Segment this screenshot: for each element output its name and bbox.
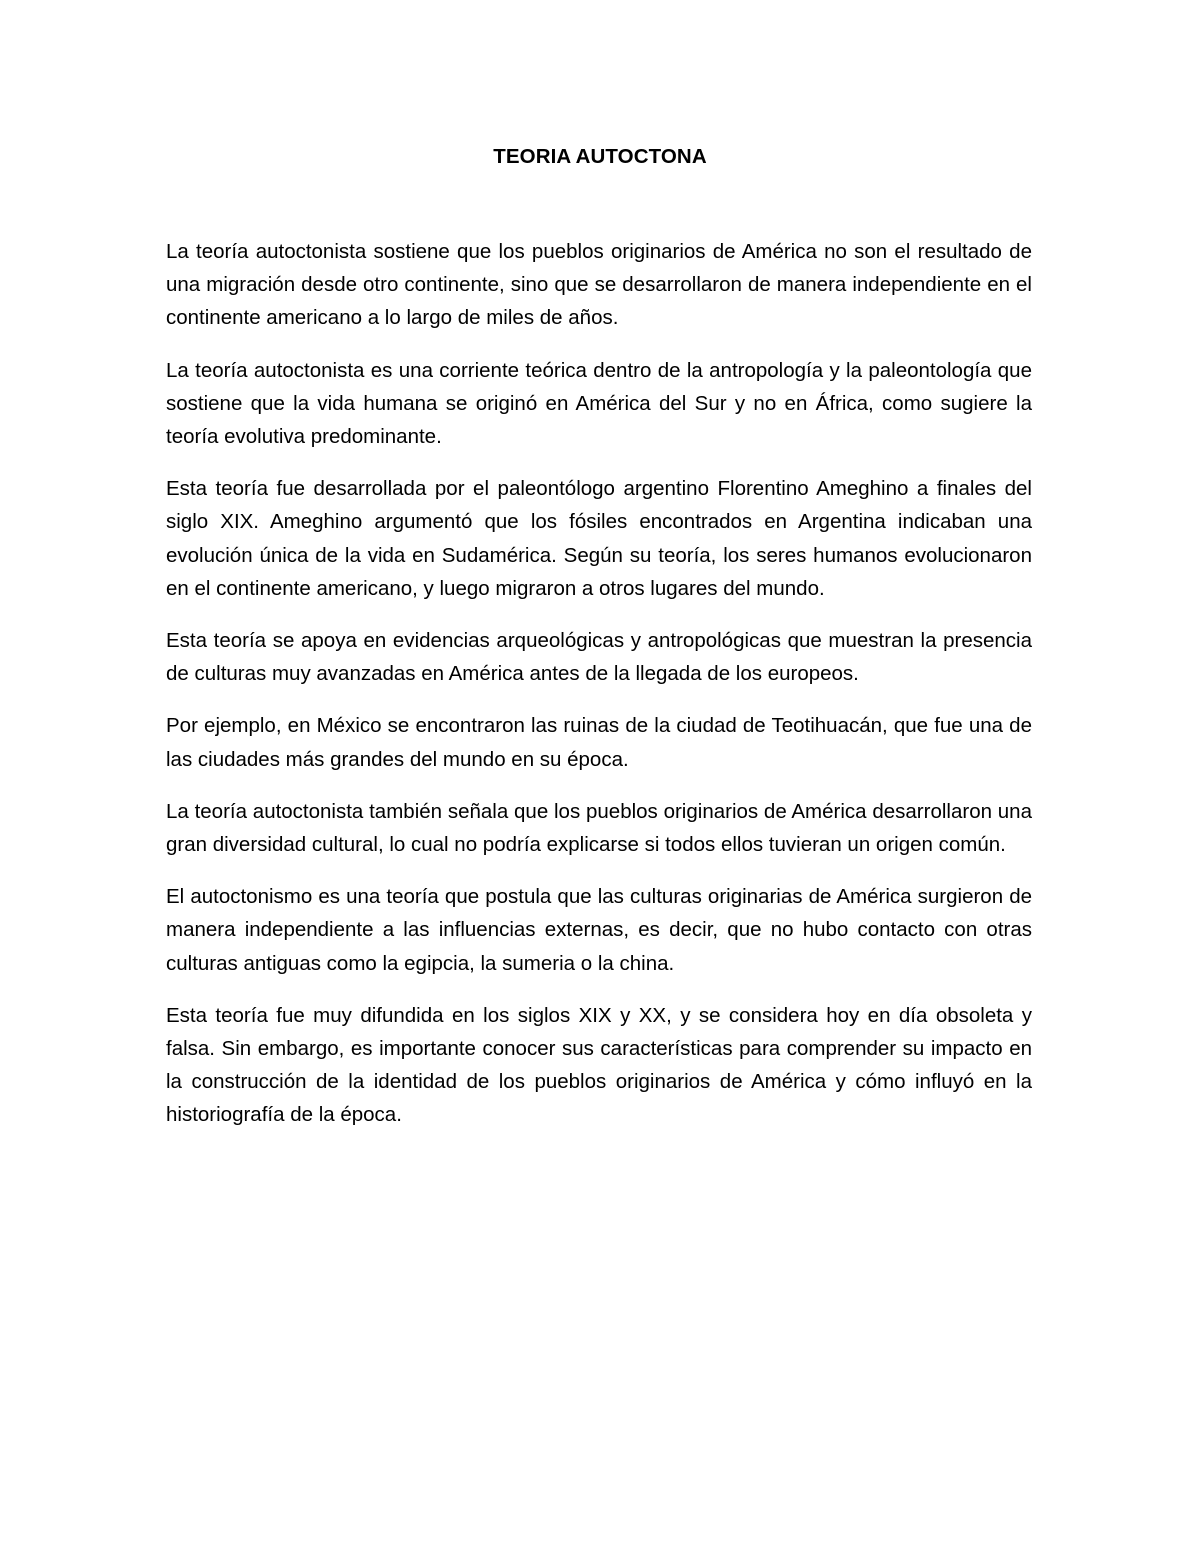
- paragraph-7: El autoctonismo es una teoría que postula que las culturas originarias de América surgieron de manera independiente a las influencias externas, es decir, que no hubo contacto con otras culturas antiguas como la egipcia, la sumeria o la china.: [166, 885, 1032, 975]
- paragraph-1: La teoría autoctonista sostiene que los pueblos originarios de América no son el resultado de una migración desde otro continente, sino que se desarrollaron de manera independiente en el continente americano a lo largo de miles de años.: [166, 240, 1032, 330]
- paragraph-4: Esta teoría se apoya en evidencias arqueológicas y antropológicas que muestran la presencia de culturas muy avanzadas en América antes de la llegada de los europeos.: [166, 629, 1032, 686]
- paragraph-3: Esta teoría fue desarrollada por el paleontólogo argentino Florentino Ameghino a finales del siglo XIX. Ameghino argumentó que los fósiles encontrados en Argentina indicaban una evolución única de la vida en Sudamérica. Según su teoría, los seres humanos evolucionaron en el continente americano, y luego migraron a otros lugares del mundo.: [166, 477, 1032, 600]
- paragraph-2: La teoría autoctonista es una corriente teórica dentro de la antropología y la paleontología que sostiene que la vida humana se originó en América del Sur y no en África, como sugiere la teoría evolutiva predominante.: [166, 358, 1032, 449]
- document-body: [166, 235, 1032, 1151]
- paragraph-5: Por ejemplo, en México se encontraron las ruinas de la ciudad de Teotihuacán, que fue una de las ciudades más grandes del mundo en su época.: [166, 714, 1032, 771]
- paragraph-8: Esta teoría fue muy difundida en los siglos XIX y XX, y se considera hoy en día obsoleta y falsa. Sin embargo, es importante conocer sus características para comprender su impacto en la construcción de la identidad de los pueblos originarios de América y cómo influyó en la historiografía de la época.: [166, 1003, 1032, 1127]
- paragraph-6: La teoría autoctonista también señala que los pueblos originarios de América desarrollaron una gran diversidad cultural, lo cual no podría explicarse si todos ellos tuvieran un origen común.: [166, 799, 1032, 857]
- document-title: TEORIA AUTOCTONA: [493, 145, 707, 168]
